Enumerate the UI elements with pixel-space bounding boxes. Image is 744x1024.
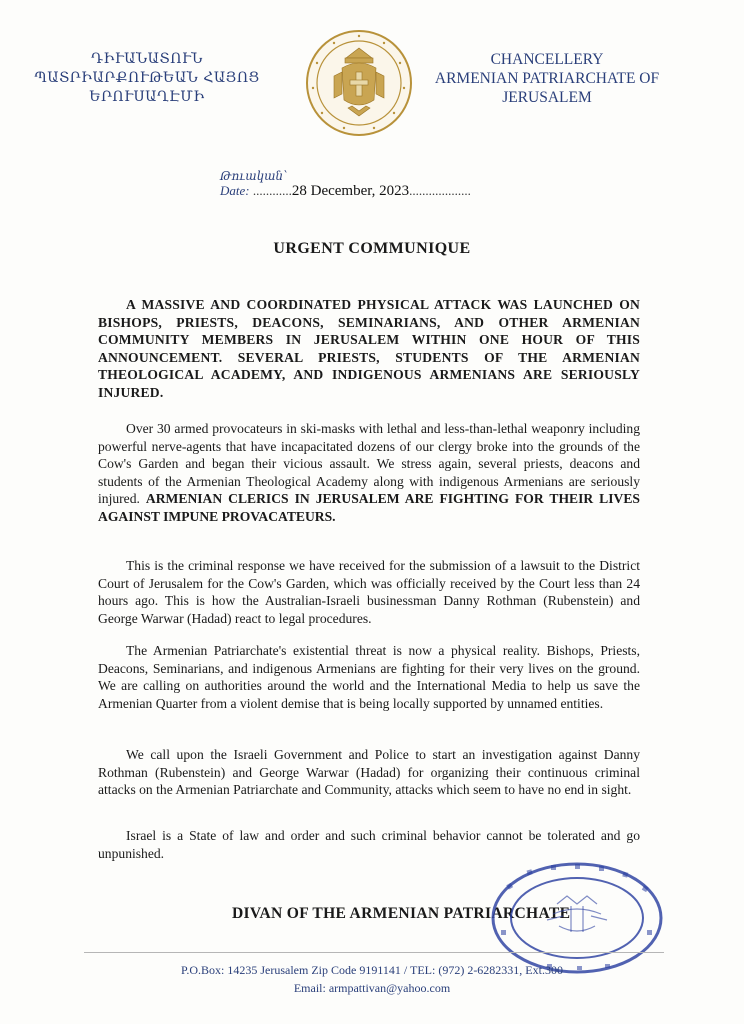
date-label-armenian: Թուական՝: [220, 169, 288, 183]
paragraph-2: [98, 420, 640, 526]
paragraph-5: We call upon the Israeli Government and Police to start an investigation against Danny Rothman (Rubenstein) and George Warwar (Hadad) for organizing their continuous criminal attacks on the Armenian Patriarchate and Community, attacks which seem to have no end in sight.: [98, 747, 640, 798]
letterhead-english-line-3: JERUSALEM: [502, 89, 592, 106]
footer-email: Email: armpattivan@yahoo.com: [293, 981, 451, 995]
date-leader-dots: ............: [252, 183, 292, 198]
letterhead-armenian: [22, 50, 272, 107]
paragraph-6: Israel is a State of law and order and such criminal behavior cannot be tolerated and go unpunished.: [98, 828, 640, 861]
letterhead-english: [425, 50, 669, 107]
date-row: [220, 183, 520, 199]
official-stamp-icon: [487, 856, 665, 976]
paragraph-1-block: [98, 296, 640, 402]
letterhead-armenian-line-2: ՊԱՏՐԻԱՐՔՈՒԹԵԱՆ ՀԱՅՈՑ: [34, 70, 260, 86]
page-title: URGENT COMMUNIQUE: [273, 240, 471, 257]
letterhead-armenian-line-1: ԴԻՒԱՆԱՏՈՒՆ: [91, 51, 203, 67]
paragraph-2-block: [98, 420, 640, 526]
footer-address: P.O.Box: 14235 Jerusalem Zip Code 9191141 / TEL: (972) 2-6282331, Ext.300: [181, 963, 563, 977]
date-block: [220, 170, 520, 199]
date-label: Date:: [220, 183, 250, 198]
letterhead-armenian-line-3: ԵՐՈՒՍԱՂԷՄԻ: [89, 89, 205, 105]
paragraph-4-block: [98, 642, 640, 712]
patriarchate-seal-icon: [304, 28, 414, 138]
date-value: 28 December, 2023: [291, 183, 410, 199]
letterhead-english-line-1: CHANCELLERY: [490, 51, 604, 68]
footer-divider: [84, 952, 664, 953]
letterhead-english-line-2: ARMENIAN PATRIARCHATE OF: [434, 70, 660, 87]
paragraph-1: A MASSIVE AND COORDINATED PHYSICAL ATTACK WAS LAUNCHED ON BISHOPS, PRIESTS, DEACONS, SEMINARIANS, AND OTHER ARMENIAN COMMUNITY MEMBERS IN JERUSALEM WITHIN ONE HOUR OF THIS ANNOUNCEMENT. SEVERAL PRIESTS, STUDENTS OF THE ARMENIAN THEOLOGICAL ACADEMY, AND INDIGENOUS ARMENIANS ARE SERIOUSLY INJURED.: [98, 297, 640, 400]
paragraph-3-block: [98, 557, 640, 627]
paragraph-4: The Armenian Patriarchate's existential threat is now a physical reality. Bishops, Priests, Deacons, Seminarians, and indigenous Armenians are fighting for their very lives on the ground. We are calling on authorities around the world and the International Media to help us save the Armenian Quarter from a violent demise that is being locally supported by unnamed entities.: [98, 643, 640, 711]
date-trailer-dots: ...................: [409, 183, 471, 198]
paragraph-2-bold: ARMENIAN CLERICS IN JERUSALEM ARE FIGHTING FOR THEIR LIVES AGAINST IMPUNE PROVACATEURS.: [98, 491, 640, 524]
paragraph-2-text: Over 30 armed provocateurs in ski-masks with lethal and less-than-lethal weaponry including powerful nerve-agents that have incapacitated dozens of our clergy broke into the grounds of the Cow's Garden and began their vicious assault. We stress again, several priests, deacons and students of the Armenian Theological Academy along with indigenous Armenians are seriously injured.: [98, 421, 640, 507]
paragraph-3: This is the criminal response we have received for the submission of a lawsuit to the District Court of Jerusalem for the Cow's Garden, which was officially received by the Court less than 24 hours ago. This is how the Australian-Israeli businessman Danny Rothman (Rubenstein) and George Warwar (Hadad) react to legal procedures.: [98, 558, 640, 626]
signature: DIVAN OF THE ARMENIAN PATRIARCHATE: [232, 905, 571, 922]
paragraph-5-block: [98, 746, 640, 799]
